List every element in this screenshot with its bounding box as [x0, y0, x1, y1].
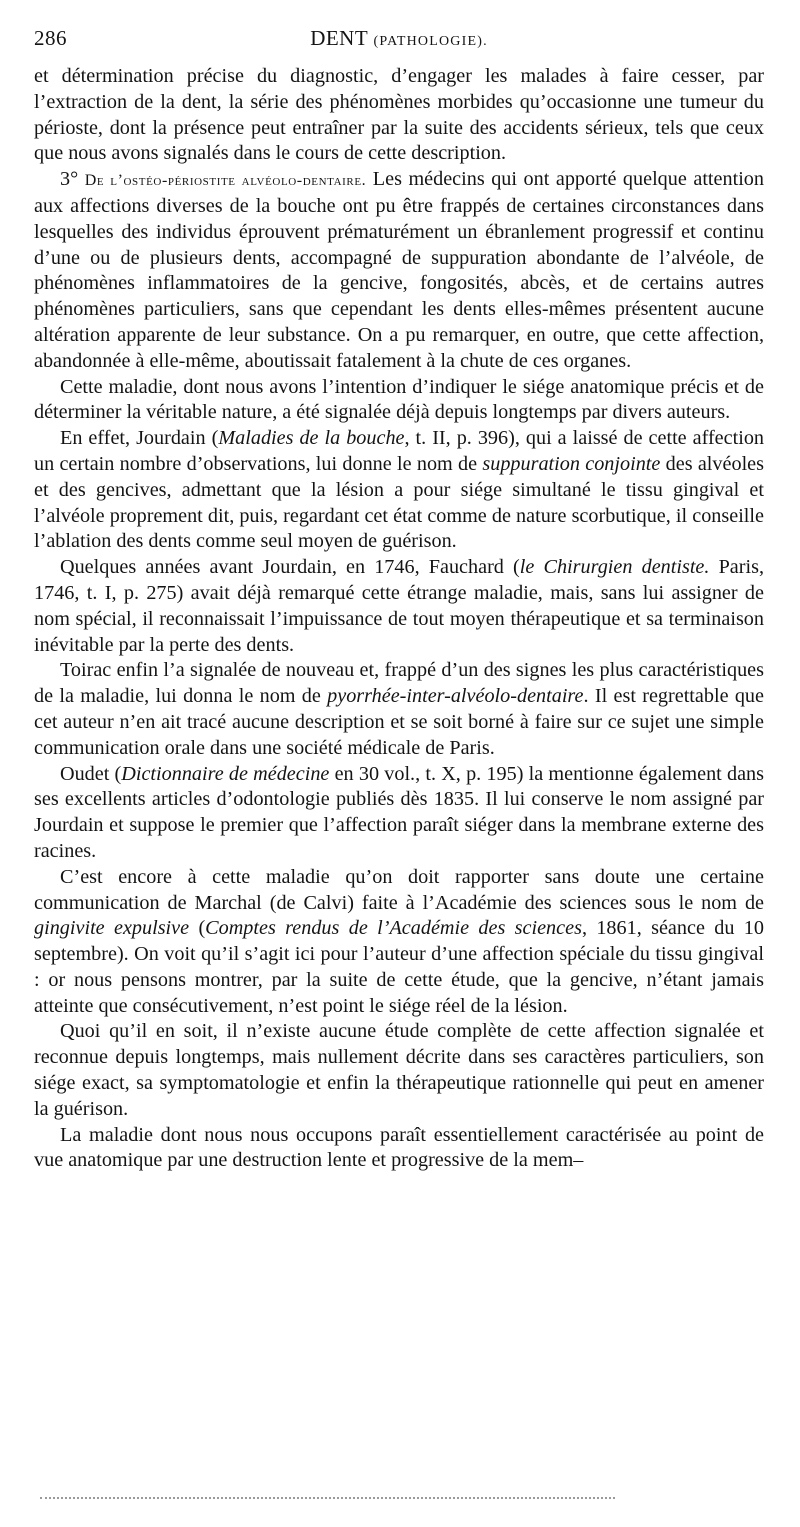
paragraph-marchal — [34, 865, 764, 1020]
paragraph-text: La maladie dont nous nous occupons paraît essentiellement caractérisée au point de vue anatomique par une destruction lente et progressive de la mem– — [34, 1123, 764, 1172]
paragraph-last — [34, 1123, 764, 1175]
paragraph-text: En effet, Jourdain ( — [60, 427, 219, 450]
paragraph-jourdain — [34, 426, 764, 555]
section-heading: De l’ostéo-périostite alvéolo-dentaire. — [84, 172, 367, 190]
paragraph-text: . Il est regrettable que cet auteur n’en ait tracé aucune description et se soit borné à faire sur ce sujet une simple communication orale dans une société médicale de Paris. — [34, 685, 764, 759]
paragraph-text: Les médecins qui ont apporté quelque attention aux affections diverses de la bouche ont pu être frappés de certaines circonstances dans lesquelles des individus éprouvent prématurément un ébranlement progressif et continu d’une ou de plusieurs dents, accompagné de suppuration abondante de l’alvéole, de phénomènes inflammatoires de la gencive, fongosités, abcès, et de certains autres phénomènes particuliers, sans que cependant les dents elles-mêmes présentent aucune altération apparente de leur substance. On a pu remarquer, en outre, que cette affection, abandonnée à elle-même, aboutissait fatalement à la chute de ces organes. — [34, 168, 764, 372]
paragraph-text: C’est encore à cette maladie qu’on doit rapporter sans doute une certaine communication de Marchal (de Calvi) faite à l’Académie des sciences sous le nom de — [34, 865, 764, 914]
paragraph-text: Oudet ( — [60, 762, 122, 785]
paragraph-text: , t. II, p. 396), qui a laissé de cette affection un certain nombre d’observations, lui donne le nom de — [34, 427, 765, 475]
page-number: 286 — [34, 26, 67, 50]
paragraph-text: , 1861, séance du 10 septembre). On voit qu’il s’agit ici pour l’auteur d’une affection spéciale du tissu gingival : or nous pensons montrer, par la suite de cette étude, que la gencive, n’étant jamais atteinte que consécutivement, n’est point le siége réel de la lésion. — [34, 917, 764, 1017]
running-header — [34, 26, 764, 52]
paragraph-text: Cette maladie, dont nous avons l’intention d’indiquer le siége anatomique précis et de déterminer la véritable nature, a été signalée déjà depuis longtemps par divers auteurs. — [34, 375, 764, 424]
italic-term: suppuration conjointe — [482, 452, 661, 475]
paragraph-text: en 30 vol., t. X, p. 195) la mentionne également dans ses excellents articles d’odontologie publiés dès 1835. Il lui conserve le nom assigné par Jourdain et suppose le premier que l’affection paraît siéger dans la membrane externe des racines. — [34, 762, 765, 862]
paragraph-oudet — [34, 762, 764, 865]
italic-title: Maladies de la bouche — [218, 427, 405, 450]
paragraph-text: Quelques années avant Jourdain, en 1746, Fauchard ( — [60, 556, 520, 579]
paragraph-text: des alvéoles et des gencives, admettant que la lésion a pour siége simultané le tissu gingival et l’alvéole proprement dit, puis, regardant cet état comme de nature scorbutique, il conseille l’ablation des dents comme seul moyen de guérison. — [34, 452, 764, 553]
paragraph-text: Quoi qu’il en soit, il n’existe aucune étude complète de cette affection signalée et reconnue depuis longtemps, mais nullement décrite dans ses caractères particuliers, son siége exact, sa symptomatologie et enfin la thérapeutique rationnelle qui peut en amener la guérison. — [34, 1020, 764, 1120]
body-text — [34, 64, 764, 1174]
paragraph-continuation — [34, 64, 764, 167]
paragraph-toirac — [34, 658, 764, 761]
paragraph — [34, 375, 764, 427]
italic-title: Comptes rendus de l’Académie des sciences — [205, 917, 582, 940]
running-title-main: DENT — [310, 26, 368, 50]
italic-title: le Chirurgien dentiste. — [519, 556, 710, 579]
paragraph-text: Toirac enfin l’a signalée de nouveau et, frappé d’un des signes les plus caractéristiques de la maladie, lui donna le nom de — [34, 659, 764, 708]
paragraph-section-heading — [34, 167, 764, 374]
footer-dotted-rule — [40, 1497, 615, 1499]
running-title-section: (PATHOLOGIE). — [373, 34, 488, 49]
italic-term: gingivite expulsive — [34, 917, 190, 940]
running-title — [34, 26, 764, 51]
italic-term: pyorrhée-inter-alvéolo-dentaire — [327, 685, 584, 708]
paragraph — [34, 1019, 764, 1122]
paragraph-text: Paris, 1746, t. I, p. 275) avait déjà remarqué cette étrange maladie, mais, sans lui assigner de nom spécial, il reconnaissait l’impuissance de tout moyen thérapeutique et sa terminaison inévitable par la perte des dents. — [34, 556, 764, 656]
paragraph-fauchard — [34, 555, 764, 658]
italic-title: Dictionnaire de médecine — [121, 762, 330, 785]
paragraph-text: et détermination précise du diagnostic, d’engager les malades à faire cesser, par l’extraction de la dent, la série des phénomènes morbides qu’occasionne une tumeur du périoste, dont la présence peut entraîner par la suite des accidents sérieux, tels que ceux que nous avons signalés dans le cours de cette description. — [34, 65, 764, 165]
paragraph-text: ( — [189, 917, 206, 940]
section-number: 3° — [60, 168, 85, 191]
